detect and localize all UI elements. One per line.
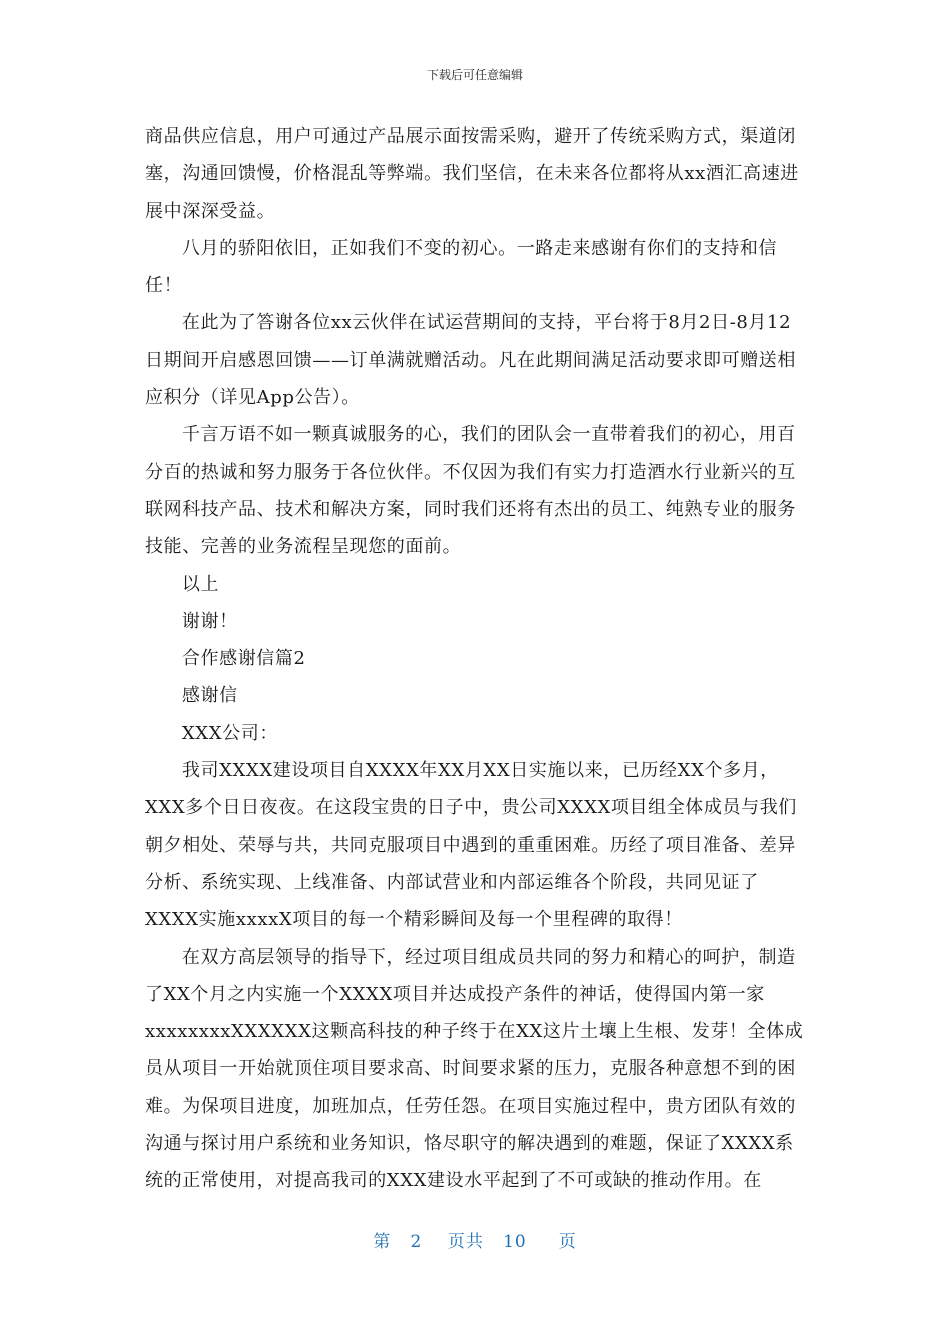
- paragraph: 千言万语不如一颗真诚服务的心，我们的团队会一直带着我们的初心，用百分百的热诚和努力服务于各位伙伴。不仅因为我们有实力打造酒水行业新兴的互联网科技产品、技术和解决方案，同时我们还将有杰出的员工、纯熟专业的服务技能、完善的业务流程呈现您的面前。: [145, 424, 796, 558]
- paragraph: 商品供应信息，用户可通过产品展示面按需采购，避开了传统采购方式，渠道闭塞，沟通回馈慢，价格混乱等弊端。我们坚信，在未来各位都将从xx酒汇高速进展中深深受益。: [145, 126, 799, 222]
- total-pages: 10: [503, 1232, 527, 1252]
- paragraph: 在双方高层领导的指导下，经过项目组成员共同的努力和精心的呵护，制造了XX个月之内实施一个XXXX项目并达成投产条件的神话，使得国内第一家xxxxxxxxXXXXXX这颗高科技的种子终于在XX这片土壤上生根、发芽！全体成员从项目一开始就顶住项目要求高、时间要求紧的压力，克服各种意想不到的困难。为保项目进度，加班加点，任劳任怨。在项目实施过程中，贵方团队有效的沟通与探讨用户系统和业务知识，恪尽职守的解决遇到的难题，保证了XXXX系统的正常使用，对提高我司的XXX建设水平起到了不可或缺的推动作用。在: [145, 946, 804, 1192]
- thanks-line: 谢谢！: [181, 610, 238, 632]
- paragraph: 八月的骄阳依旧，正如我们不变的初心。一路走来感谢有你们的支持和信任！: [145, 237, 778, 297]
- paragraph: 我司XXXX建设项目自XXXX年XX月XX日实施以来，已历经XX个多月，XXX多个日日夜夜。在这段宝贵的日子中，贵公司XXXX项目组全体成员与我们朝夕相处、荣辱与共，共同克服项目中遇到的重重困难。历经了项目准备、差异分析、系统实现、上线准备、内部试营业和内部运维各个阶段，共同见证了XXXX实施xxxxX项目的每一个精彩瞬间及每一个里程碑的取得！: [145, 760, 797, 931]
- footer-middle: 页共: [447, 1232, 484, 1252]
- letter-title: 感谢信: [181, 685, 238, 707]
- page-footer: [0, 1227, 950, 1252]
- document-body: [145, 118, 807, 1200]
- closing-line: 以上: [181, 573, 220, 595]
- footer-suffix: 页: [558, 1232, 577, 1252]
- paragraph: 在此为了答谢各位xx云伙伴在试运营期间的支持，平台将于8月2日-8月12日期间开启感恩回馈——订单满就赠活动。凡在此期间满足活动要求即可赠送相应积分（详见App公告）。: [145, 312, 796, 409]
- section-heading: 合作感谢信篇2: [181, 648, 306, 670]
- footer-prefix: 第: [373, 1232, 392, 1252]
- letter-salutation: XXX公司：: [181, 722, 278, 744]
- page-header: 下载后可任意编辑: [426, 68, 523, 82]
- current-page-number: 2: [410, 1232, 423, 1252]
